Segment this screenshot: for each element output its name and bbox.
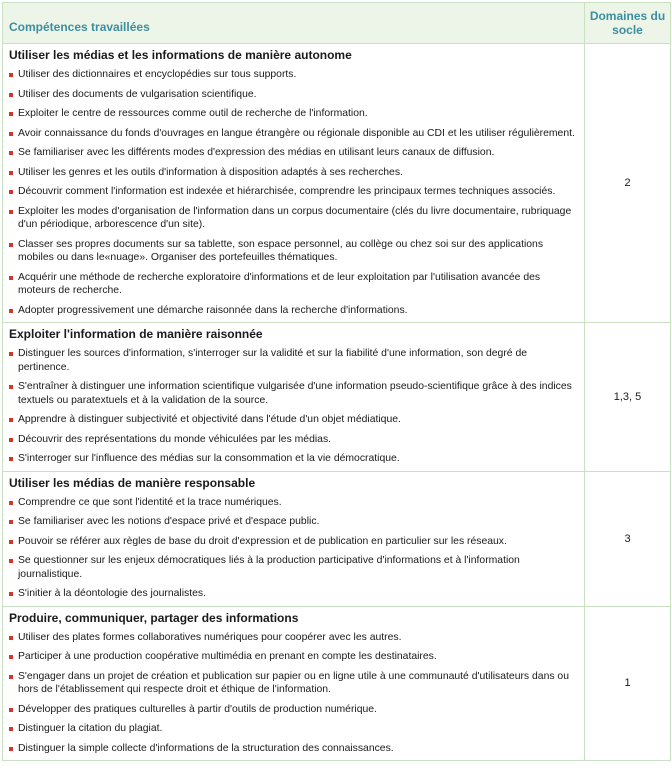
square-bullet-icon [9, 559, 13, 563]
square-bullet-icon [9, 655, 13, 659]
list-item [9, 68, 578, 82]
table-header-row [3, 3, 671, 44]
section-competences-cell [3, 606, 585, 761]
list-item [9, 380, 578, 407]
square-bullet-icon [9, 540, 13, 544]
section-row [3, 606, 671, 761]
list-item [9, 88, 578, 102]
list-item [9, 271, 578, 298]
section-row [3, 471, 671, 606]
domain-value: 2 [585, 44, 671, 323]
square-bullet-icon [9, 132, 13, 136]
list-item-text: Classer ses propres documents sur sa tablette, son espace personnel, au collège ou chez soi sur des applications mobiles ou dans le«nuage». Organiser des portefeuilles thématiques. [18, 238, 544, 263]
list-item-text: S'entraîner à distinguer une information scientifique vulgarisée d'une information pseudo-scientifique grâce à des indices textuels ou paratextuels et à la validation de la source. [18, 381, 572, 406]
domain-value: 3 [585, 471, 671, 606]
square-bullet-icon [9, 93, 13, 97]
square-bullet-icon [9, 151, 13, 155]
list-item [9, 304, 578, 318]
list-item-text: Découvrir comment l'information est indexée et hiérarchisée, comprendre les principaux termes techniques associés. [18, 186, 556, 197]
square-bullet-icon [9, 592, 13, 596]
section-title: Produire, communiquer, partager des informations [9, 610, 299, 625]
square-bullet-icon [9, 112, 13, 116]
list-item [9, 347, 578, 374]
list-item [9, 703, 578, 717]
list-item [9, 433, 578, 447]
list-item-text: S'initier à la déontologie des journalistes. [18, 588, 206, 599]
square-bullet-icon [9, 73, 13, 77]
square-bullet-icon [9, 438, 13, 442]
list-item [9, 650, 578, 664]
list-item [9, 722, 578, 736]
list-item [9, 587, 578, 601]
list-item [9, 238, 578, 265]
square-bullet-icon [9, 352, 13, 356]
competences-table [2, 2, 671, 761]
table-body [3, 44, 671, 761]
list-item-text: Développer des pratiques culturelles à partir d'outils de production numérique. [18, 703, 377, 715]
list-item [9, 742, 578, 756]
competence-list [9, 347, 578, 466]
list-item [9, 205, 578, 232]
list-item-text: Se familiariser avec les différents modes d'expression des médias en utilisant leurs canaux de diffusion. [18, 147, 495, 158]
list-item-text: Distinguer la simple collecte d'informations de la structuration des connaissances. [18, 742, 394, 754]
section-competences-cell [3, 471, 585, 606]
list-item-text: Avoir connaissance du fonds d'ouvrages en langue étrangère ou régionale disponible au CDI et les utiliser régulièrement. [18, 127, 575, 139]
list-item-text: Utiliser des plates formes collaboratives numériques pour coopérer avec les autres. [18, 631, 402, 643]
square-bullet-icon [9, 520, 13, 524]
list-item-text: S'interroger sur l'influence des médias sur la consommation et la vie démocratique. [18, 453, 400, 464]
list-item [9, 452, 578, 466]
list-item [9, 631, 578, 645]
square-bullet-icon [9, 501, 13, 505]
list-item-text: Utiliser les genres et les outils d'information à disposition adaptés à ses recherches. [18, 166, 403, 178]
list-item-text: Exploiter le centre de ressources comme outil de recherche de l'information. [18, 108, 368, 119]
list-item [9, 515, 578, 529]
header-domaines: Domaines du socle [585, 3, 671, 44]
list-item-text: Distinguer les sources d'information, s'interroger sur la validité et sur la fiabilité d'une information, son degré de pertinence. [18, 348, 527, 373]
section-competences-cell [3, 323, 585, 472]
domain-value: 1 [585, 606, 671, 761]
list-item-text: Comprendre ce que sont l'identité et la trace numériques. [18, 496, 282, 508]
square-bullet-icon [9, 675, 13, 679]
list-item-text: Apprendre à distinguer subjectivité et objectivité dans l'étude d'un objet médiatique. [18, 414, 401, 425]
square-bullet-icon [9, 243, 13, 247]
list-item [9, 185, 578, 199]
section-row [3, 44, 671, 323]
list-item-text: Distinguer la citation du plagiat. [18, 723, 163, 734]
list-item-text: Participer à une production coopérative multimédia en prenant en compte les destinataires. [18, 651, 437, 662]
section-title: Utiliser les médias de manière responsable [9, 475, 256, 490]
square-bullet-icon [9, 385, 13, 389]
list-item-text: Acquérir une méthode de recherche exploratoire d'informations et de leur exploitation par l'utilisation avancée des moteurs de recherche. [18, 271, 541, 296]
header-competences: Compétences travaillées [3, 3, 585, 44]
section-title: Utiliser les médias et les informations de manière autonome [9, 48, 352, 62]
list-item [9, 670, 578, 697]
list-item [9, 413, 578, 427]
list-item [9, 166, 578, 180]
list-item [9, 496, 578, 510]
list-item-text: Utiliser des documents de vulgarisation scientifique. [18, 88, 257, 100]
square-bullet-icon [9, 418, 13, 422]
section-title: Exploiter l'information de manière raisonnée [9, 327, 263, 341]
domain-value: 1,3, 5 [585, 323, 671, 472]
list-item-text: Pouvoir se référer aux règles de base du droit d'expression et de publication en particulier sur les réseaux. [18, 535, 507, 547]
list-item-text: S'engager dans un projet de création et publication sur papier ou en ligne utile à une communauté d'utilisateurs dans ou hors de l'établissement qui respecte droit et éthique de l'information. [18, 670, 569, 695]
list-item [9, 554, 578, 581]
square-bullet-icon [9, 210, 13, 214]
list-item-text: Se familiariser avec les notions d'espace privé et d'espace public. [18, 516, 320, 527]
list-item [9, 127, 578, 141]
competence-list [9, 496, 578, 601]
section-competences-cell [3, 44, 585, 323]
list-item-text: Utiliser des dictionnaires et encyclopédies sur tous supports. [18, 69, 297, 80]
square-bullet-icon [9, 727, 13, 731]
square-bullet-icon [9, 636, 13, 640]
square-bullet-icon [9, 171, 13, 175]
square-bullet-icon [9, 276, 13, 280]
list-item [9, 535, 578, 549]
list-item [9, 107, 578, 121]
list-item-text: Adopter progressivement une démarche raisonnée dans la recherche d'informations. [18, 304, 408, 316]
square-bullet-icon [9, 747, 13, 751]
square-bullet-icon [9, 309, 13, 313]
section-row [3, 323, 671, 472]
list-item-text: Se questionner sur les enjeux démocratiques liés à la production participative d'informations et à l'information journalistique. [18, 555, 520, 580]
list-item-text: Exploiter les modes d'organisation de l'information dans un corpus documentaire (clés du livre documentaire, rubriquage d'un périodique, arborescence d'un site). [18, 205, 572, 230]
list-item-text: Découvrir des représentations du monde véhiculées par les médias. [18, 433, 332, 445]
competence-list [9, 631, 578, 756]
square-bullet-icon [9, 457, 13, 461]
competence-list [9, 68, 578, 317]
list-item [9, 146, 578, 160]
square-bullet-icon [9, 708, 13, 712]
square-bullet-icon [9, 190, 13, 194]
